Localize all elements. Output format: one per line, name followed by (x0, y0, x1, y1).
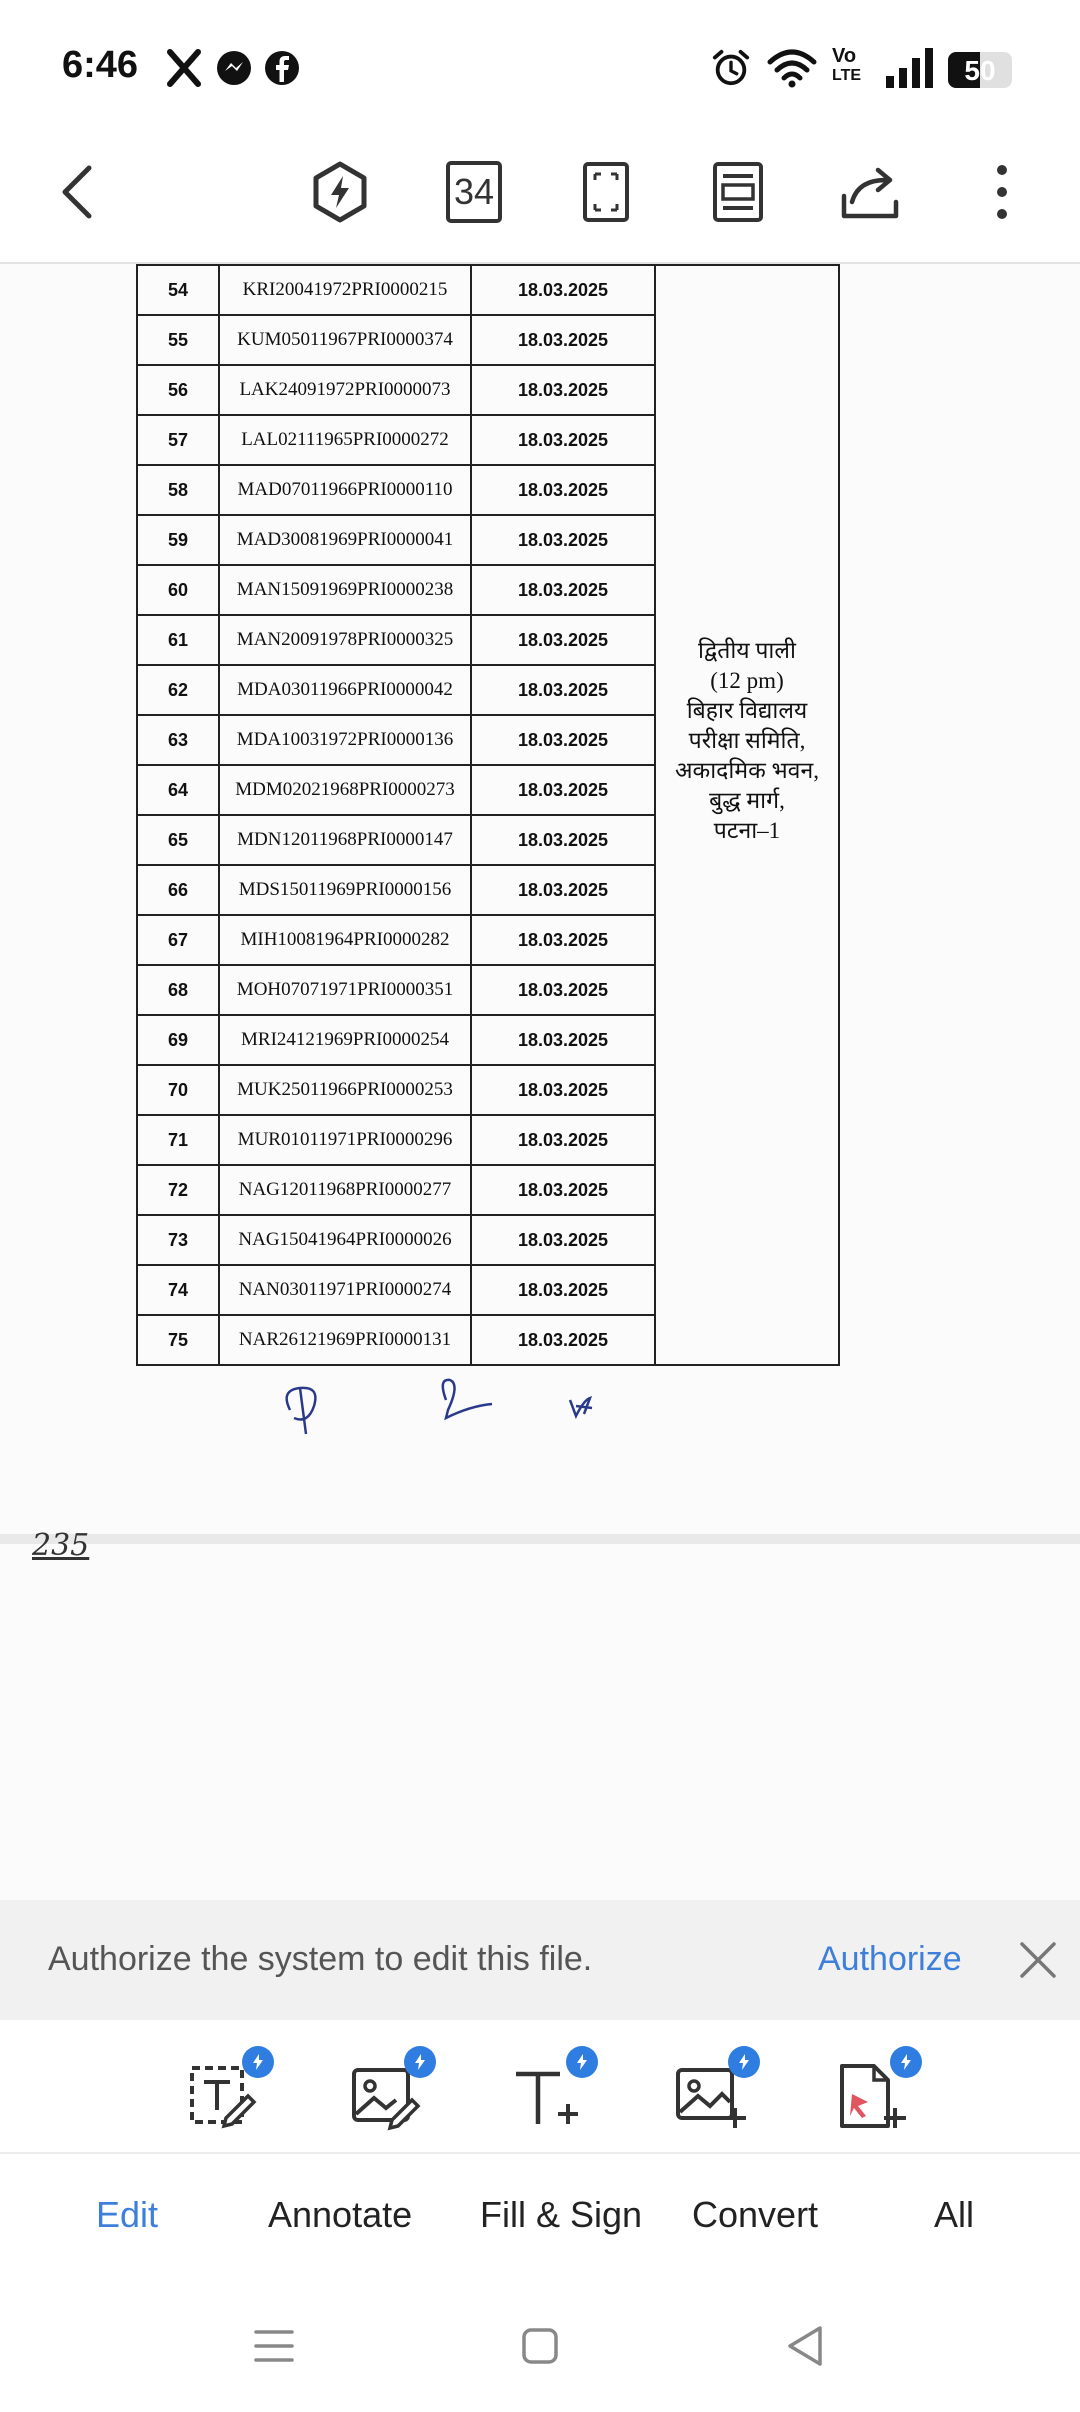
unique-id-cell: MRI24121969PRI0000254 (219, 1015, 471, 1065)
page-count-button[interactable] (434, 152, 514, 232)
sr-no-cell: 69 (137, 1015, 219, 1065)
unique-id-cell: MAD30081969PRI0000041 (219, 515, 471, 565)
create-pdf-tool[interactable] (828, 2046, 918, 2136)
unique-id-cell: MDS15011969PRI0000156 (219, 865, 471, 915)
sr-no-cell: 55 (137, 315, 219, 365)
authorize-button[interactable]: Authorize (818, 1940, 962, 1978)
sr-no-cell: 59 (137, 515, 219, 565)
edit-tools-row (0, 2020, 1080, 2154)
fullscreen-button[interactable] (566, 152, 646, 232)
close-icon[interactable] (1012, 1934, 1064, 1986)
interview-date-cell: 18.03.2025 (471, 615, 655, 665)
unique-id-cell: MUK25011966PRI0000253 (219, 1065, 471, 1115)
interview-date-cell: 18.03.2025 (471, 415, 655, 465)
sr-no-cell: 57 (137, 415, 219, 465)
unique-id-cell: MDN12011968PRI0000147 (219, 815, 471, 865)
reading-mode-icon (711, 160, 765, 224)
recents-icon[interactable] (244, 2316, 304, 2376)
page-note: 235 (32, 1528, 90, 1563)
battery-icon (948, 52, 1012, 88)
pdf-page (0, 1528, 1080, 1900)
alarm-icon (710, 48, 752, 88)
share-button[interactable] (830, 152, 910, 232)
x-icon (166, 48, 202, 88)
venue-line: परीक्षा समिति, (688, 728, 806, 753)
venue-line: द्वितीय पाली (698, 638, 796, 663)
unique-id-cell: MUR01011971PRI0000296 (219, 1115, 471, 1165)
interview-date-cell: 18.03.2025 (471, 665, 655, 715)
venue-line: बुद्ध मार्ग, (709, 788, 785, 813)
more-icon (992, 160, 1012, 224)
sr-no-cell: 73 (137, 1215, 219, 1265)
edit-image-tool[interactable] (342, 2046, 432, 2136)
sr-no-cell: 62 (137, 665, 219, 715)
unique-id-cell: MDA03011966PRI0000042 (219, 665, 471, 715)
sr-no-cell: 72 (137, 1165, 219, 1215)
unique-id-cell: NAN03011971PRI0000274 (219, 1265, 471, 1315)
interview-date-cell: 18.03.2025 (471, 1115, 655, 1165)
premium-badge (404, 2046, 436, 2078)
quick-action-icon (308, 160, 372, 224)
sr-no-cell: 61 (137, 615, 219, 665)
interview-date-cell: 18.03.2025 (471, 315, 655, 365)
interview-date-cell: 18.03.2025 (471, 1165, 655, 1215)
venue-line: बिहार विद्यालय (686, 698, 808, 723)
interview-date-cell: 18.03.2025 (471, 915, 655, 965)
premium-badge (728, 2046, 760, 2078)
venue-line: अकादमिक भवन, (674, 758, 819, 783)
unique-id-cell: KUM05011967PRI0000374 (219, 315, 471, 365)
sr-no-cell: 65 (137, 815, 219, 865)
interview-date-cell: 18.03.2025 (471, 765, 655, 815)
interview-date-cell: 18.03.2025 (471, 1265, 655, 1315)
add-text-tool[interactable] (504, 2046, 594, 2136)
table-row (137, 265, 839, 315)
sr-no-cell: 54 (137, 265, 219, 315)
unique-id-cell: MAD07011966PRI0000110 (219, 465, 471, 515)
venue-line: (12 pm) (710, 668, 784, 693)
sr-no-cell: 56 (137, 365, 219, 415)
edit-text-tool[interactable] (180, 2046, 270, 2136)
unique-id-cell: NAG12011968PRI0000277 (219, 1165, 471, 1215)
venue-line: पटना–1 (713, 818, 781, 843)
interview-date-cell: 18.03.2025 (471, 265, 655, 315)
interview-date-cell: 18.03.2025 (471, 365, 655, 415)
tab-convert[interactable]: Convert (692, 2194, 819, 2235)
premium-badge (242, 2046, 274, 2078)
sr-no-cell: 64 (137, 765, 219, 815)
status-time: 6:46 (62, 44, 139, 86)
top-toolbar (0, 120, 1080, 264)
sr-no-cell: 63 (137, 715, 219, 765)
document-viewer[interactable] (0, 264, 1080, 1900)
unique-id-cell: MOH07071971PRI0000351 (219, 965, 471, 1015)
interview-date-cell: 18.03.2025 (471, 515, 655, 565)
quick-action-button[interactable] (300, 152, 380, 232)
interview-schedule-table (136, 264, 840, 1366)
system-nav-bar (0, 2276, 1080, 2412)
interview-date-cell: 18.03.2025 (471, 1215, 655, 1265)
authorize-message: Authorize the system to edit this file. (48, 1940, 593, 1978)
pdf-page (0, 264, 1080, 1534)
tab-edit[interactable]: Edit (96, 2194, 159, 2235)
sr-no-cell: 71 (137, 1115, 219, 1165)
sr-no-cell: 66 (137, 865, 219, 915)
interview-date-cell: 18.03.2025 (471, 715, 655, 765)
reading-mode-button[interactable] (698, 152, 778, 232)
sr-no-cell: 58 (137, 465, 219, 515)
facebook-icon (262, 48, 302, 88)
tab-annotate[interactable]: Annotate (268, 2194, 413, 2235)
back-button[interactable] (38, 152, 118, 232)
interview-date-cell: 18.03.2025 (471, 965, 655, 1015)
more-button[interactable] (962, 152, 1042, 232)
fullscreen-icon (581, 160, 631, 224)
bottom-tabs (0, 2156, 1080, 2276)
add-image-tool[interactable] (666, 2046, 756, 2136)
sr-no-cell: 70 (137, 1065, 219, 1115)
interview-date-cell: 18.03.2025 (471, 465, 655, 515)
volte-icon: Vo LTE (832, 45, 862, 84)
sr-no-cell: 60 (137, 565, 219, 615)
wifi-icon (766, 48, 818, 88)
interview-date-cell: 18.03.2025 (471, 815, 655, 865)
unique-id-cell: MIH10081964PRI0000282 (219, 915, 471, 965)
interview-date-cell: 18.03.2025 (471, 1015, 655, 1065)
unique-id-cell: LAL02111965PRI0000272 (219, 415, 471, 465)
back-icon (53, 162, 103, 222)
unique-id-cell: KRI20041972PRI0000215 (219, 265, 471, 315)
home-icon[interactable] (510, 2316, 570, 2376)
unique-id-cell: MDM02021968PRI0000273 (219, 765, 471, 815)
tab-all[interactable]: All (934, 2194, 975, 2235)
interview-date-cell: 18.03.2025 (471, 865, 655, 915)
unique-id-cell: LAK24091972PRI0000073 (219, 365, 471, 415)
share-icon (838, 162, 902, 222)
authorize-banner (0, 1900, 1080, 2020)
unique-id-cell: NAG15041964PRI0000026 (219, 1215, 471, 1265)
unique-id-cell: MAN15091969PRI0000238 (219, 565, 471, 615)
page-count: 34 (453, 171, 495, 212)
sr-no-cell: 75 (137, 1315, 219, 1365)
sr-no-cell: 67 (137, 915, 219, 965)
signature-marks (270, 1370, 630, 1440)
venue-cell (655, 265, 839, 1365)
premium-badge (566, 2046, 598, 2078)
sr-no-cell: 74 (137, 1265, 219, 1315)
interview-date-cell: 18.03.2025 (471, 1315, 655, 1365)
sr-no-cell: 68 (137, 965, 219, 1015)
unique-id-cell: MDA10031972PRI0000136 (219, 715, 471, 765)
premium-badge (890, 2046, 922, 2078)
unique-id-cell: MAN20091978PRI0000325 (219, 615, 471, 665)
back-nav-icon[interactable] (776, 2316, 836, 2376)
status-bar (0, 0, 1080, 120)
interview-date-cell: 18.03.2025 (471, 1065, 655, 1115)
tab-fill-sign[interactable]: Fill & Sign (480, 2194, 643, 2235)
messenger-icon (214, 48, 254, 88)
signal-icon (884, 48, 936, 88)
battery-level: 50 (964, 55, 996, 86)
unique-id-cell: NAR26121969PRI0000131 (219, 1315, 471, 1365)
interview-date-cell: 18.03.2025 (471, 565, 655, 615)
